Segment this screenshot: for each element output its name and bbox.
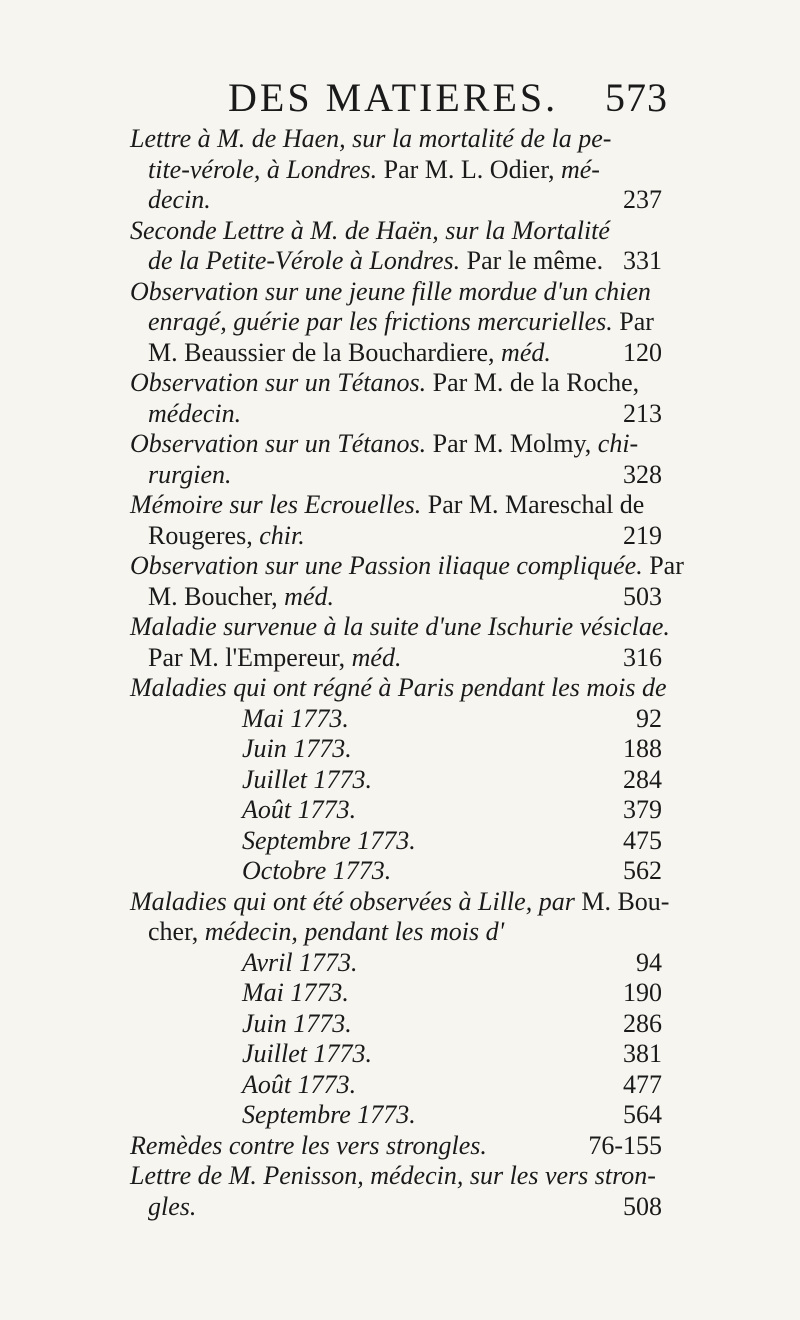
entry-segment: Par M. l'Empereur,: [148, 642, 352, 672]
page-number: 573: [605, 75, 668, 120]
entry-text: [148, 917, 504, 948]
entry-page-number: 213: [623, 398, 662, 428]
index-line: [0, 582, 800, 613]
index-sub-entry: [0, 1009, 800, 1040]
index-line: [0, 1131, 800, 1162]
entry-segment: méd.: [284, 581, 334, 611]
index-line: [0, 673, 800, 704]
sub-entry-label: Juillet 1773.: [242, 1039, 372, 1068]
entry-text: [148, 307, 654, 338]
index-sub-entry: [0, 948, 800, 979]
entry-page-number: 190: [623, 978, 662, 1007]
entry-text: [130, 673, 667, 704]
entry-text: [148, 521, 305, 552]
sub-entry-label: Octobre 1773.: [242, 856, 392, 885]
index-line: [0, 490, 800, 521]
entry-page-number: 562: [623, 856, 662, 885]
entry-page-number: 120: [623, 337, 662, 367]
entry-page-number: 188: [623, 734, 662, 763]
entry-segment: Maladies qui ont régné à Paris pendant les mois de: [130, 673, 667, 702]
entry-page-number: 381: [623, 1039, 662, 1068]
entry-segment: chi-: [597, 429, 639, 458]
entry-page-number: 286: [623, 1008, 662, 1038]
entry-segment: Observation sur un Tétanos.: [130, 368, 427, 397]
index-sub-entry: [0, 856, 800, 887]
index-sub-entry: [0, 1100, 800, 1131]
entry-segment: M. Beaussier de la Bouchardiere,: [148, 337, 502, 367]
entry-text: [130, 612, 670, 643]
entry-text: [130, 368, 639, 399]
entry-segment: méd.: [501, 337, 551, 367]
index-line: [0, 460, 800, 491]
entry-text: [130, 124, 611, 155]
index-line: [0, 1161, 800, 1192]
sub-entry-label: Mai 1773.: [242, 978, 349, 1007]
entry-segment: Par: [642, 551, 684, 580]
header-title: DES MATIERES.: [228, 75, 559, 120]
entry-segment: cher,: [148, 917, 205, 946]
entry-text: [130, 277, 651, 308]
entry-segment: mé-: [560, 154, 600, 184]
index-entries: [0, 124, 800, 1222]
index-sub-entry: [0, 826, 800, 857]
entry-text: [148, 399, 241, 430]
entry-segment: Par le même.: [460, 246, 604, 275]
entry-segment: de la Petite-Vérole à Londres.: [148, 246, 461, 275]
index-line: [0, 399, 800, 430]
index-sub-entry: [0, 765, 800, 796]
index-line: [0, 887, 800, 918]
entry-segment: Par M. de la Roche,: [426, 368, 640, 397]
index-line: [0, 643, 800, 674]
entry-segment: médecin.: [148, 398, 242, 428]
index-line: [0, 246, 800, 277]
entry-page-number: 92: [636, 703, 662, 733]
index-line: [0, 155, 800, 186]
index-line: [0, 368, 800, 399]
index-line: [0, 338, 800, 369]
entry-text: [130, 551, 684, 582]
entry-text: [148, 643, 401, 674]
running-header: [228, 74, 668, 122]
entry-segment: M. Bou-: [574, 886, 670, 916]
sub-entry-label: Avril 1773.: [242, 947, 358, 977]
sub-entry-label: Juin 1773.: [242, 734, 352, 763]
entry-segment: Observation sur une jeune fille mordue d'un chien: [130, 276, 651, 306]
entry-page-number: 475: [623, 825, 662, 855]
index-sub-entry: [0, 1070, 800, 1101]
entry-page-number: 477: [623, 1069, 662, 1099]
entry-segment: médecin, pendant les mois d': [204, 917, 505, 946]
entry-segment: enragé, guérie par les frictions mercurielles.: [148, 307, 613, 336]
entry-segment: tite-vérole, à Londres.: [148, 154, 378, 184]
entry-segment: rurgien.: [148, 459, 232, 489]
entry-text: [130, 216, 610, 247]
entry-text: [148, 338, 551, 369]
entry-segment: decin.: [148, 185, 211, 214]
index-sub-entry: [0, 1039, 800, 1070]
entry-text: [130, 887, 669, 918]
entry-segment: Par M. Mareschal de: [421, 490, 645, 519]
entry-segment: Par M. Molmy,: [426, 429, 598, 458]
entry-page-number: 94: [636, 947, 662, 977]
entry-segment: M. Boucher,: [148, 581, 285, 611]
index-sub-entry: [0, 704, 800, 735]
entry-text: [130, 490, 644, 521]
index-sub-entry: [0, 795, 800, 826]
entry-text: [130, 429, 638, 460]
entry-segment: Lettre à M. de Haen, sur la mortalité de la pe-: [130, 124, 612, 153]
entry-page-number: 237: [623, 185, 662, 214]
sub-entry-label: Septembre 1773.: [242, 1100, 416, 1129]
entry-segment: Maladies qui ont été observées à Lille, par: [130, 886, 575, 916]
index-line: [0, 612, 800, 643]
index-line: [0, 216, 800, 247]
entry-text: [130, 1131, 487, 1162]
entry-text: [148, 185, 211, 216]
entry-segment: Observation sur une Passion iliaque compliquée.: [130, 551, 643, 580]
index-line: [0, 307, 800, 338]
index-line: [0, 185, 800, 216]
entry-segment: Rougeres,: [148, 520, 260, 550]
entry-page-number: 316: [623, 642, 662, 672]
index-line: [0, 917, 800, 948]
entry-segment: Seconde Lettre à M. de Haën, sur la Mortalité: [130, 215, 610, 245]
entry-segment: Observation sur un Tétanos.: [130, 429, 427, 458]
entry-text: [130, 1161, 656, 1192]
index-line: [0, 429, 800, 460]
entry-segment: Maladie survenue à la suite d'une Ischurie vésiclae.: [130, 612, 670, 641]
entry-page-number: 284: [623, 764, 662, 794]
index-sub-entry: [0, 734, 800, 765]
entry-segment: méd.: [351, 642, 402, 672]
index-line: [0, 1192, 800, 1223]
sub-entry-label: Septembre 1773.: [242, 825, 416, 855]
index-sub-entry: [0, 978, 800, 1009]
entry-text: [148, 1192, 196, 1223]
index-line: [0, 521, 800, 552]
entry-segment: Remèdes contre les vers strongles.: [130, 1130, 487, 1160]
sub-entry-label: Août 1773.: [242, 795, 357, 824]
entry-page-number: 328: [623, 459, 662, 489]
entry-page-number: 331: [623, 246, 662, 275]
entry-page-number: 503: [623, 581, 662, 611]
entry-text: [148, 155, 600, 186]
entry-text: [148, 246, 603, 277]
sub-entry-label: Juillet 1773.: [242, 764, 372, 794]
entry-page-number: 564: [623, 1100, 662, 1129]
sub-entry-label: Août 1773.: [242, 1069, 357, 1099]
index-line: [0, 124, 800, 155]
entry-page-number: 219: [623, 520, 662, 550]
entry-segment: chir.: [259, 520, 305, 550]
entry-text: [148, 582, 334, 613]
entry-segment: Lettre de M. Penisson, médecin, sur les vers stron-: [130, 1161, 656, 1190]
sub-entry-label: Mai 1773.: [242, 703, 349, 733]
entry-segment: Mémoire sur les Ecrouelles.: [130, 490, 422, 519]
sub-entry-label: Juin 1773.: [242, 1008, 352, 1038]
entry-segment: Par M. L. Odier,: [377, 154, 561, 184]
entry-text: [148, 460, 232, 491]
entry-segment: Par: [612, 307, 654, 336]
entry-segment: gles.: [148, 1191, 197, 1221]
index-line: [0, 551, 800, 582]
entry-page-number: 508: [623, 1191, 662, 1221]
entry-page-number: 76-155: [588, 1130, 662, 1160]
entry-page-number: 379: [623, 795, 662, 824]
index-line: [0, 277, 800, 308]
